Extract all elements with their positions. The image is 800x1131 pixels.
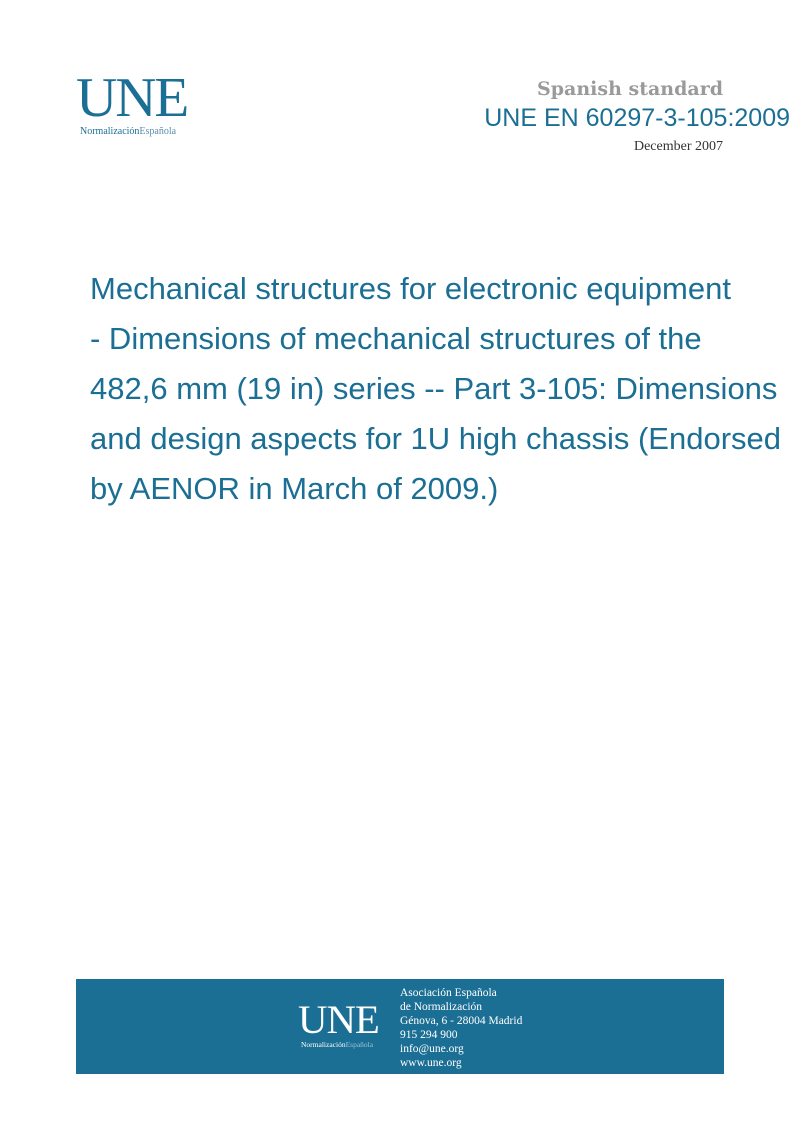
document-title	[90, 264, 800, 514]
standard-code: UNE EN 60297-3-105:2009	[484, 104, 790, 132]
title-line: 482,6 mm (19 in) series -- Part 3-105: Dimensions	[90, 371, 778, 406]
phone-number: 915 294 900	[400, 1029, 458, 1041]
association-name-line: Asociación Española	[400, 987, 497, 999]
footer-band	[76, 979, 724, 1074]
document-date: December 2007	[633, 139, 723, 154]
une-logo	[76, 67, 196, 144]
document-header	[430, 78, 790, 155]
logo-wordmark: UNE	[76, 67, 188, 129]
footer-logo-tagline-light: Española	[345, 1040, 374, 1049]
website-address: www.une.org	[400, 1057, 462, 1069]
title-line: Mechanical structures for electronic equipment	[90, 271, 731, 306]
footer-une-logo	[298, 997, 388, 1049]
email-address: info@une.org	[400, 1043, 464, 1055]
title-line: - Dimensions of mechanical structures of the	[90, 321, 702, 356]
logo-tagline-strong: Normalización	[80, 126, 140, 137]
contact-info	[400, 986, 522, 1070]
footer-logo-tagline-strong: Normalización	[301, 1040, 346, 1049]
address-line: Génova, 6 - 28004 Madrid	[400, 1015, 523, 1027]
document-kind: Spanish standard	[537, 78, 723, 100]
logo-tagline-light: Española	[139, 126, 177, 137]
association-name-line: de Normalización	[400, 1001, 483, 1013]
footer-logo-wordmark: UNE	[298, 997, 379, 1042]
title-line: and design aspects for 1U high chassis (Endorsed	[90, 421, 782, 456]
title-line: by AENOR in March of 2009.)	[90, 471, 499, 506]
